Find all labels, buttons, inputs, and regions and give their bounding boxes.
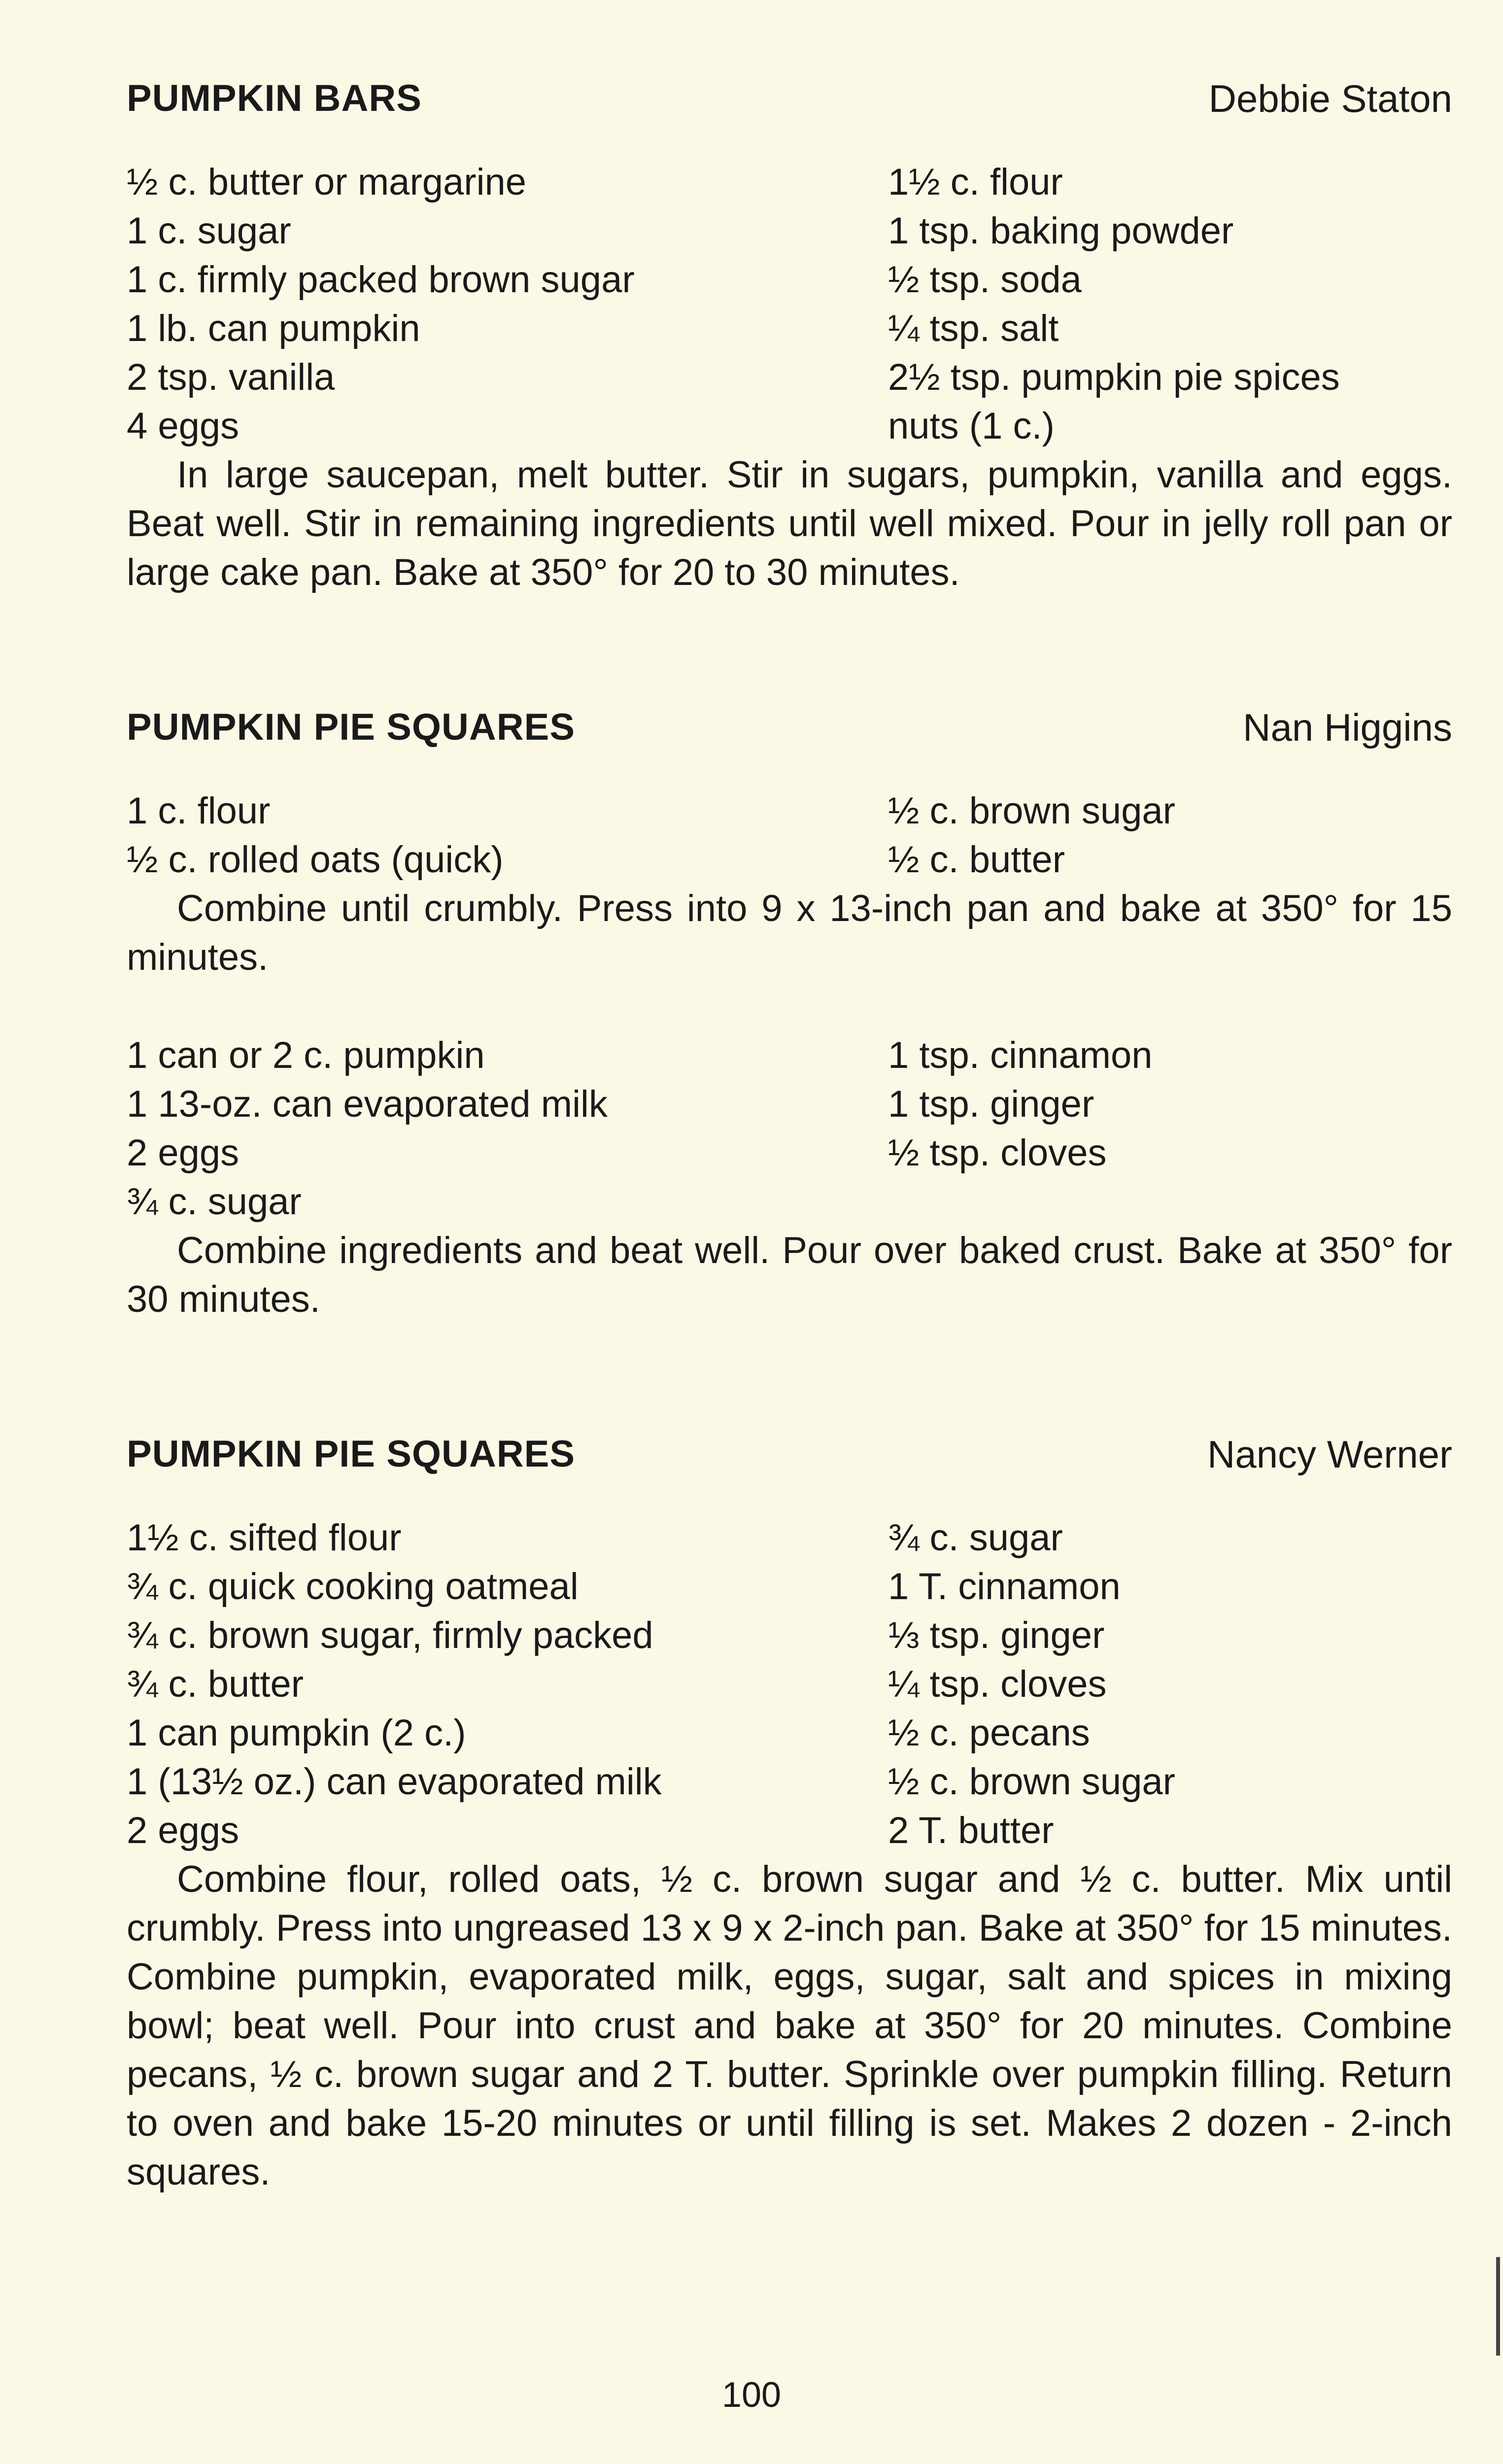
ingredient-line: 2 eggs	[127, 1810, 239, 1851]
ingredient-column-left	[127, 1513, 662, 1855]
ingredient-line: 1 lb. can pumpkin	[127, 308, 420, 349]
ingredient-line: 1 tsp. baking powder	[888, 210, 1234, 252]
recipe-directions: Combine flour, rolled oats, ½ c. brown sugar and ½ c. butter. Mix until crumbly. Press into ungreased 13 x 9 x 2-inch pan. Bake at 350° for 15 minutes. Combine pumpkin, evaporated milk, eggs, sugar, salt and spices in mixing bowl; beat well. Pour into crust and bake at 350° for 20 minutes. Combine pecans, ½ c. brown sugar and 2 T. butter. Sprinkle over pumpkin filling. Return to oven and bake 15-20 minutes or until filling is set. Makes 2 dozen - 2-inch squares.	[127, 1858, 1452, 2193]
recipe-page	[127, 69, 1452, 2196]
ingredient-line: 4 eggs	[127, 405, 239, 447]
ingredient-line: ¾ c. butter	[127, 1663, 304, 1705]
recipe-author: Debbie Staton	[1208, 77, 1452, 120]
ingredient-column-right	[888, 1513, 1175, 1855]
ingredient-column-left	[127, 787, 504, 884]
ingredient-line: 1 can or 2 c. pumpkin	[127, 1034, 485, 1076]
ingredient-line: ⅓ tsp. ginger	[888, 1614, 1105, 1656]
ingredient-line: ½ tsp. soda	[888, 259, 1082, 301]
ingredient-column-right	[888, 1031, 1153, 1177]
ingredient-column-right	[888, 787, 1175, 884]
recipe-title: PUMPKIN BARS	[127, 77, 422, 119]
recipe-pumpkin-bars	[127, 69, 1452, 597]
recipe-pumpkin-pie-squares-werner	[127, 1425, 1452, 2196]
ingredient-line: 1 T. cinnamon	[888, 1566, 1121, 1608]
ingredient-line: 1 tsp. ginger	[888, 1083, 1094, 1125]
ingredient-line: ½ c. pecans	[888, 1712, 1090, 1754]
ingredient-line: 2 T. butter	[888, 1810, 1054, 1851]
page-number: 100	[721, 2375, 782, 2415]
ingredient-line: ½ c. brown sugar	[888, 790, 1175, 832]
ingredient-column-left	[127, 1031, 608, 1226]
recipe-header	[127, 698, 1452, 757]
ingredient-line: nuts (1 c.)	[888, 405, 1055, 447]
ingredient-line: 1 13-oz. can evaporated milk	[127, 1083, 608, 1125]
ingredient-line: 1 (13½ oz.) can evaporated milk	[127, 1761, 662, 1803]
ingredient-list	[127, 158, 1452, 450]
recipe-header	[127, 69, 1452, 128]
ingredient-list	[127, 1513, 1452, 1855]
ingredient-line: 1 c. firmly packed brown sugar	[127, 259, 635, 301]
ingredient-line: ½ c. brown sugar	[888, 1761, 1175, 1803]
recipe-author: Nan Higgins	[1243, 706, 1452, 749]
ingredient-line: 1 can pumpkin (2 c.)	[127, 1712, 466, 1754]
recipe-title: PUMPKIN PIE SQUARES	[127, 1433, 576, 1475]
ingredient-line: 2 tsp. vanilla	[127, 356, 335, 398]
recipe-directions: In large saucepan, melt butter. Stir in sugars, pumpkin, vanilla and eggs. Beat well. Stir in remaining ingredients until well mixed. Pour in jelly roll pan or large cake pan. Bake at 350° for 20 to 30 minutes.	[127, 454, 1452, 593]
ingredient-line: ¼ tsp. salt	[888, 308, 1059, 349]
ingredient-column-right	[888, 158, 1340, 450]
ingredient-line: ¾ c. sugar	[127, 1181, 302, 1223]
recipe-author: Nancy Werner	[1207, 1433, 1452, 1476]
ingredient-line: 1½ c. sifted flour	[127, 1517, 402, 1559]
ingredient-line: 1 c. sugar	[127, 210, 291, 252]
ingredient-line: ¾ c. brown sugar, firmly packed	[127, 1614, 653, 1656]
ingredient-line: 2½ tsp. pumpkin pie spices	[888, 356, 1340, 398]
ingredient-line: ½ c. rolled oats (quick)	[127, 839, 504, 881]
ingredient-column-left	[127, 158, 635, 450]
recipe-pumpkin-pie-squares-higgins	[127, 698, 1452, 1324]
ingredient-line: 1 c. flour	[127, 790, 271, 832]
crust-directions: Combine until crumbly. Press into 9 x 13-inch pan and bake at 350° for 15 minutes.	[127, 888, 1452, 978]
ingredient-line: ½ c. butter	[888, 839, 1065, 881]
filling-directions: Combine ingredients and beat well. Pour over baked crust. Bake at 350° for 30 minutes.	[127, 1230, 1452, 1320]
ingredient-line: ½ c. butter or margarine	[127, 161, 527, 203]
crust-ingredient-list	[127, 787, 1452, 884]
ingredient-line: 2 eggs	[127, 1132, 239, 1174]
recipe-header	[127, 1425, 1452, 1484]
ingredient-line: ½ tsp. cloves	[888, 1132, 1107, 1174]
ingredient-line: ¼ tsp. cloves	[888, 1663, 1107, 1705]
ingredient-line: ¾ c. sugar	[888, 1517, 1063, 1559]
ingredient-line: ¾ c. quick cooking oatmeal	[127, 1566, 579, 1608]
recipe-title: PUMPKIN PIE SQUARES	[127, 706, 576, 748]
page-edge-mark	[1496, 2257, 1500, 2356]
filling-ingredient-list	[127, 1031, 1452, 1226]
ingredient-line: 1½ c. flour	[888, 161, 1063, 203]
ingredient-line: 1 tsp. cinnamon	[888, 1034, 1153, 1076]
